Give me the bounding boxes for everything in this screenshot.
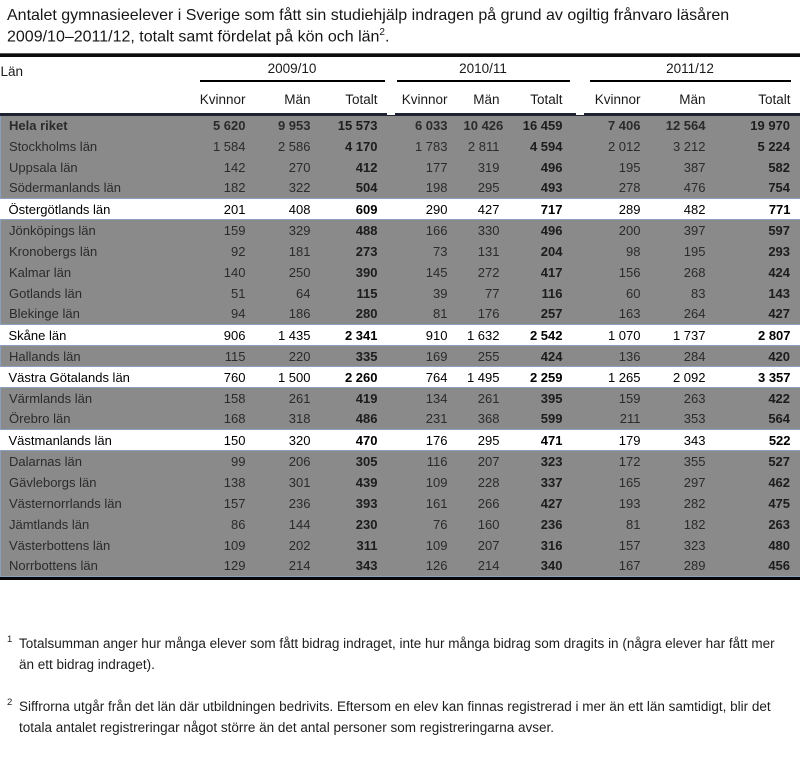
value-cell: 471: [508, 430, 571, 451]
col-header-kvinnor: Kvinnor: [571, 86, 649, 115]
value-cell: 77: [456, 283, 508, 304]
value-cell: 2 811: [456, 136, 508, 157]
footnote-marker: 2: [7, 696, 13, 708]
value-cell: 412: [319, 157, 386, 178]
value-cell: 470: [319, 430, 386, 451]
year-label: 2009/10: [200, 61, 385, 82]
value-cell: 131: [456, 241, 508, 262]
value-cell: 420: [714, 346, 800, 367]
county-name-cell: Hela riket: [1, 115, 196, 136]
value-cell: 295: [456, 430, 508, 451]
value-cell: 159: [196, 220, 254, 241]
value-cell: 270: [254, 157, 319, 178]
value-cell: 320: [254, 430, 319, 451]
value-cell: 717: [508, 199, 571, 220]
value-cell: 355: [649, 451, 714, 472]
value-cell: 282: [649, 493, 714, 514]
value-cell: 318: [254, 409, 319, 430]
value-cell: 408: [254, 199, 319, 220]
value-cell: 4 170: [319, 136, 386, 157]
value-cell: 195: [571, 157, 649, 178]
county-name-cell: Örebro län: [1, 409, 196, 430]
table-row: [1, 262, 800, 283]
value-cell: 250: [254, 262, 319, 283]
table-row: [1, 409, 800, 430]
value-cell: 142: [196, 157, 254, 178]
table-row: [1, 220, 800, 241]
title-footnote-ref: 2: [379, 27, 385, 39]
value-cell: 290: [386, 199, 456, 220]
value-cell: 427: [456, 199, 508, 220]
county-name-cell: Västerbottens län: [1, 535, 196, 556]
value-cell: 5 224: [714, 136, 800, 157]
value-cell: 1 632: [456, 325, 508, 346]
year-header-row: [1, 57, 800, 86]
value-cell: 295: [456, 178, 508, 199]
value-cell: 266: [456, 493, 508, 514]
value-cell: 597: [714, 220, 800, 241]
value-cell: 427: [714, 304, 800, 325]
value-cell: 522: [714, 430, 800, 451]
value-cell: 202: [254, 535, 319, 556]
value-cell: 340: [508, 556, 571, 577]
value-cell: 168: [196, 409, 254, 430]
value-cell: 167: [571, 556, 649, 577]
value-cell: 609: [319, 199, 386, 220]
value-cell: 214: [456, 556, 508, 577]
value-cell: 1 584: [196, 136, 254, 157]
value-cell: 1 500: [254, 367, 319, 388]
table-row: [1, 283, 800, 304]
value-cell: 329: [254, 220, 319, 241]
value-cell: 176: [386, 430, 456, 451]
value-cell: 424: [714, 262, 800, 283]
col-header-man: Män: [254, 86, 319, 115]
value-cell: 16 459: [508, 115, 571, 136]
value-cell: 39: [386, 283, 456, 304]
value-cell: 9 953: [254, 115, 319, 136]
value-cell: 2 807: [714, 325, 800, 346]
value-cell: 207: [456, 451, 508, 472]
value-cell: 136: [571, 346, 649, 367]
value-cell: 98: [571, 241, 649, 262]
value-cell: 456: [714, 556, 800, 577]
value-cell: 3 212: [649, 136, 714, 157]
value-cell: 6 033: [386, 115, 456, 136]
value-cell: 144: [254, 514, 319, 535]
value-cell: 81: [571, 514, 649, 535]
value-cell: 264: [649, 304, 714, 325]
footnote-text: Totalsumman anger hur många elever som fått bidrag indraget, inte hur många bidrag som dragits in (några elever har fått mer än ett bidrag indraget).: [19, 636, 775, 672]
value-cell: 230: [319, 514, 386, 535]
value-cell: 910: [386, 325, 456, 346]
value-cell: 94: [196, 304, 254, 325]
value-cell: 73: [386, 241, 456, 262]
table-row: [1, 304, 800, 325]
county-name-cell: Gotlands län: [1, 283, 196, 304]
county-name-cell: Värmlands län: [1, 388, 196, 409]
county-name-cell: Gävleborgs län: [1, 472, 196, 493]
value-cell: 289: [649, 556, 714, 577]
value-cell: 272: [456, 262, 508, 283]
value-cell: 19 970: [714, 115, 800, 136]
year-group-2010-11: [386, 57, 571, 86]
value-cell: 263: [649, 388, 714, 409]
value-cell: 261: [254, 388, 319, 409]
value-cell: 172: [571, 451, 649, 472]
county-name-cell: Dalarnas län: [1, 451, 196, 472]
county-name-cell: Västmanlands län: [1, 430, 196, 451]
value-cell: 2 542: [508, 325, 571, 346]
value-cell: 1 783: [386, 136, 456, 157]
statistics-table-wrap: [0, 57, 800, 578]
value-cell: 419: [319, 388, 386, 409]
value-cell: 480: [714, 535, 800, 556]
value-cell: 99: [196, 451, 254, 472]
county-name-cell: Jönköpings län: [1, 220, 196, 241]
value-cell: 204: [508, 241, 571, 262]
value-cell: 278: [571, 178, 649, 199]
footnote-text: Siffrorna utgår från det län där utbildningen bedrivits. Eftersom en elev kan finnas registrerad i mer än ett län samtidigt, blir det totala antalet registreringar något större än det antal personer som registreringarna avser.: [19, 698, 771, 735]
value-cell: 422: [714, 388, 800, 409]
county-name-cell: Kronobergs län: [1, 241, 196, 262]
value-cell: 564: [714, 409, 800, 430]
county-name-cell: Östergötlands län: [1, 199, 196, 220]
value-cell: 1 265: [571, 367, 649, 388]
footnote-1: [6, 634, 790, 676]
county-name-cell: Kalmar län: [1, 262, 196, 283]
value-cell: 214: [254, 556, 319, 577]
value-cell: 83: [649, 283, 714, 304]
value-cell: 1 435: [254, 325, 319, 346]
table-row: [1, 157, 800, 178]
value-cell: 255: [456, 346, 508, 367]
value-cell: 323: [508, 451, 571, 472]
col-header-totalt: Totalt: [714, 86, 800, 115]
value-cell: 129: [196, 556, 254, 577]
value-cell: 116: [386, 451, 456, 472]
value-cell: 7 406: [571, 115, 649, 136]
value-cell: 482: [649, 199, 714, 220]
value-cell: 206: [254, 451, 319, 472]
value-cell: 3 357: [714, 367, 800, 388]
value-cell: 163: [571, 304, 649, 325]
value-cell: 15 573: [319, 115, 386, 136]
county-name-cell: Norrbottens län: [1, 556, 196, 577]
value-cell: 1 070: [571, 325, 649, 346]
col-header-man: Män: [456, 86, 508, 115]
value-cell: 263: [714, 514, 800, 535]
value-cell: 906: [196, 325, 254, 346]
value-cell: 193: [571, 493, 649, 514]
value-cell: 311: [319, 535, 386, 556]
value-cell: 427: [508, 493, 571, 514]
value-cell: 305: [319, 451, 386, 472]
value-cell: 330: [456, 220, 508, 241]
footnotes: [0, 634, 800, 739]
value-cell: 156: [571, 262, 649, 283]
title-text: Antalet gymnasieelever i Sverige som fått sin studiehjälp indragen på grund av ogiltig frånvaro läsåren 2009/10–2011/12, totalt samt fördelat på kön och län: [7, 7, 730, 46]
table-row: [1, 493, 800, 514]
value-cell: 462: [714, 472, 800, 493]
col-header-kvinnor: Kvinnor: [386, 86, 456, 115]
value-cell: 257: [508, 304, 571, 325]
value-cell: 760: [196, 367, 254, 388]
value-cell: 475: [714, 493, 800, 514]
table-row: [1, 178, 800, 199]
value-cell: 166: [386, 220, 456, 241]
col-header-totalt: Totalt: [319, 86, 386, 115]
value-cell: 1 495: [456, 367, 508, 388]
table-row: [1, 346, 800, 367]
value-cell: 115: [319, 283, 386, 304]
value-cell: 5 620: [196, 115, 254, 136]
table-row: [1, 115, 800, 136]
value-cell: 4 594: [508, 136, 571, 157]
value-cell: 12 564: [649, 115, 714, 136]
value-cell: 322: [254, 178, 319, 199]
table-row: [1, 367, 800, 388]
county-name-cell: Uppsala län: [1, 157, 196, 178]
value-cell: 387: [649, 157, 714, 178]
rule-gap: [576, 109, 584, 115]
value-cell: 335: [319, 346, 386, 367]
value-cell: 207: [456, 535, 508, 556]
value-cell: 280: [319, 304, 386, 325]
value-cell: 476: [649, 178, 714, 199]
value-cell: 51: [196, 283, 254, 304]
value-cell: 488: [319, 220, 386, 241]
value-cell: 198: [386, 178, 456, 199]
value-cell: 186: [254, 304, 319, 325]
county-name-cell: Jämtlands län: [1, 514, 196, 535]
value-cell: 754: [714, 178, 800, 199]
bottom-rule: [0, 577, 800, 580]
value-cell: 439: [319, 472, 386, 493]
value-cell: 289: [571, 199, 649, 220]
county-name-cell: Skåne län: [1, 325, 196, 346]
county-name-cell: Västernorrlands län: [1, 493, 196, 514]
value-cell: 134: [386, 388, 456, 409]
value-cell: 2 092: [649, 367, 714, 388]
value-cell: 496: [508, 157, 571, 178]
value-cell: 353: [649, 409, 714, 430]
value-cell: 150: [196, 430, 254, 451]
col-header-man: Män: [649, 86, 714, 115]
value-cell: 424: [508, 346, 571, 367]
footnote-2: [6, 697, 790, 739]
value-cell: 181: [254, 241, 319, 262]
table-row: [1, 472, 800, 493]
value-cell: 2 259: [508, 367, 571, 388]
value-cell: 109: [386, 535, 456, 556]
county-name-cell: Södermanlands län: [1, 178, 196, 199]
table-row: [1, 388, 800, 409]
rule-gap: [387, 109, 395, 115]
value-cell: 145: [386, 262, 456, 283]
value-cell: 764: [386, 367, 456, 388]
value-cell: 284: [649, 346, 714, 367]
value-cell: 157: [196, 493, 254, 514]
value-cell: 273: [319, 241, 386, 262]
value-cell: 337: [508, 472, 571, 493]
value-cell: 195: [649, 241, 714, 262]
value-cell: 236: [254, 493, 319, 514]
value-cell: 160: [456, 514, 508, 535]
value-cell: 182: [649, 514, 714, 535]
value-cell: 343: [319, 556, 386, 577]
footnote-marker: 1: [7, 634, 13, 646]
value-cell: 177: [386, 157, 456, 178]
value-cell: 2 260: [319, 367, 386, 388]
value-cell: 231: [386, 409, 456, 430]
col-header-kvinnor: Kvinnor: [196, 86, 254, 115]
value-cell: 417: [508, 262, 571, 283]
value-cell: 493: [508, 178, 571, 199]
value-cell: 228: [456, 472, 508, 493]
year-group-2009-10: [196, 57, 386, 86]
value-cell: 81: [386, 304, 456, 325]
gender-header-row: [1, 86, 800, 115]
value-cell: 1 737: [649, 325, 714, 346]
value-cell: 2 012: [571, 136, 649, 157]
value-cell: 395: [508, 388, 571, 409]
value-cell: 343: [649, 430, 714, 451]
county-name-cell: Västra Götalands län: [1, 367, 196, 388]
value-cell: 176: [456, 304, 508, 325]
value-cell: 92: [196, 241, 254, 262]
value-cell: 2 341: [319, 325, 386, 346]
value-cell: 159: [571, 388, 649, 409]
col-header-totalt: Totalt: [508, 86, 571, 115]
value-cell: 158: [196, 388, 254, 409]
table-row: [1, 136, 800, 157]
value-cell: 323: [649, 535, 714, 556]
value-cell: 60: [571, 283, 649, 304]
county-name-cell: Blekinge län: [1, 304, 196, 325]
table-row: [1, 241, 800, 262]
value-cell: 2 586: [254, 136, 319, 157]
year-label: 2010/11: [397, 61, 570, 82]
value-cell: 297: [649, 472, 714, 493]
value-cell: 397: [649, 220, 714, 241]
county-name-cell: Stockholms län: [1, 136, 196, 157]
value-cell: 211: [571, 409, 649, 430]
value-cell: 200: [571, 220, 649, 241]
table-row: [1, 556, 800, 577]
value-cell: 109: [196, 535, 254, 556]
value-cell: 220: [254, 346, 319, 367]
value-cell: 201: [196, 199, 254, 220]
value-cell: 143: [714, 283, 800, 304]
value-cell: 261: [456, 388, 508, 409]
value-cell: 179: [571, 430, 649, 451]
value-cell: 10 426: [456, 115, 508, 136]
county-header-spacer: [1, 86, 196, 115]
year-group-2011-12: [571, 57, 800, 86]
value-cell: 64: [254, 283, 319, 304]
value-cell: 157: [571, 535, 649, 556]
value-cell: 319: [456, 157, 508, 178]
value-cell: 169: [386, 346, 456, 367]
county-name-cell: Hallands län: [1, 346, 196, 367]
table-row: [1, 199, 800, 220]
value-cell: 115: [196, 346, 254, 367]
table-body: [1, 115, 800, 577]
value-cell: 771: [714, 199, 800, 220]
value-cell: 486: [319, 409, 386, 430]
value-cell: 496: [508, 220, 571, 241]
value-cell: 393: [319, 493, 386, 514]
table-row: [1, 451, 800, 472]
value-cell: 236: [508, 514, 571, 535]
value-cell: 268: [649, 262, 714, 283]
value-cell: 165: [571, 472, 649, 493]
value-cell: 527: [714, 451, 800, 472]
table-row: [1, 325, 800, 346]
value-cell: 301: [254, 472, 319, 493]
value-cell: 182: [196, 178, 254, 199]
value-cell: 138: [196, 472, 254, 493]
value-cell: 140: [196, 262, 254, 283]
value-cell: 316: [508, 535, 571, 556]
value-cell: 504: [319, 178, 386, 199]
value-cell: 293: [714, 241, 800, 262]
value-cell: 390: [319, 262, 386, 283]
value-cell: 76: [386, 514, 456, 535]
value-cell: 599: [508, 409, 571, 430]
document-title: [0, 0, 800, 48]
value-cell: 161: [386, 493, 456, 514]
year-label: 2011/12: [590, 61, 791, 82]
title-suffix: .: [384, 28, 390, 46]
value-cell: 582: [714, 157, 800, 178]
value-cell: 109: [386, 472, 456, 493]
table-row: [1, 535, 800, 556]
county-column-header: Län: [0, 63, 24, 79]
table-row: [1, 514, 800, 535]
statistics-table: [0, 57, 800, 578]
value-cell: 368: [456, 409, 508, 430]
table-row: [1, 430, 800, 451]
value-cell: 86: [196, 514, 254, 535]
value-cell: 116: [508, 283, 571, 304]
value-cell: 126: [386, 556, 456, 577]
